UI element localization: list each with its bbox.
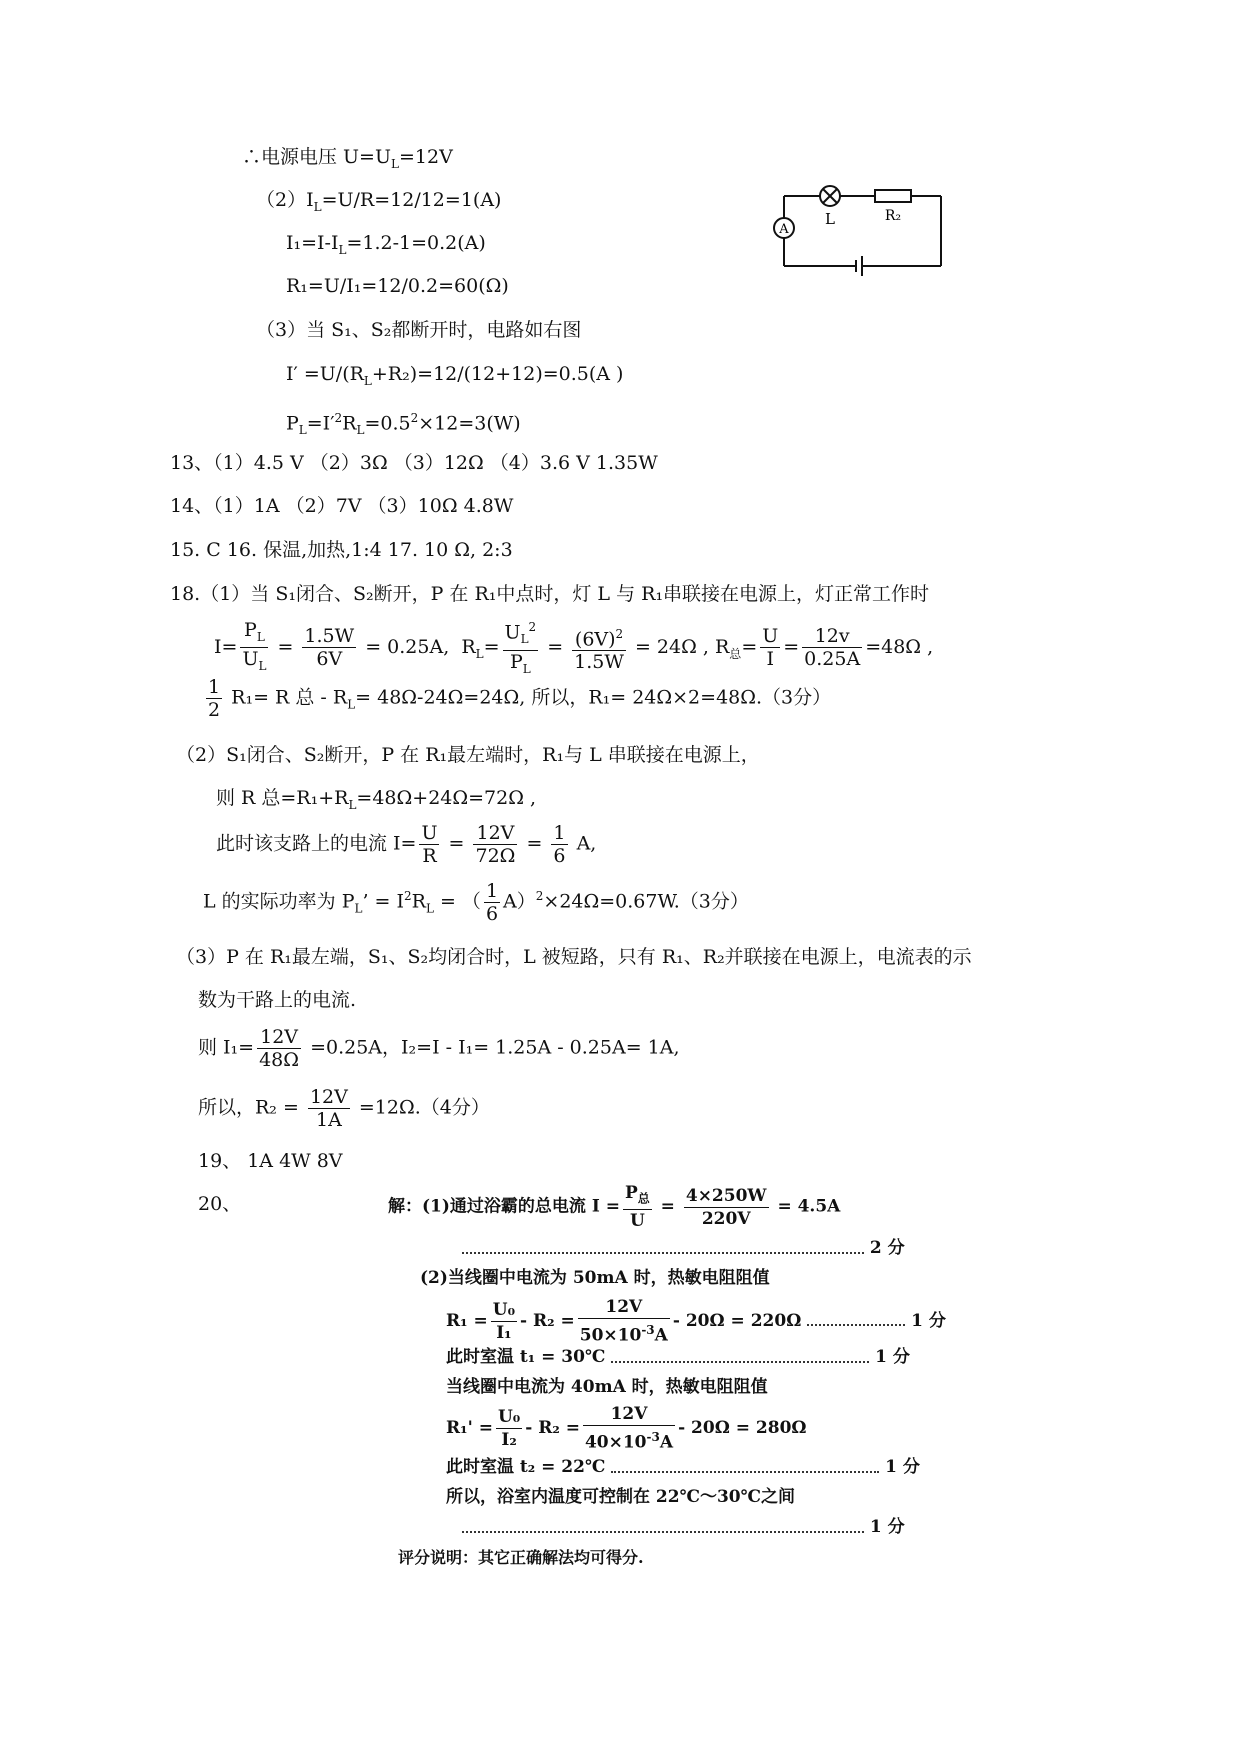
answer-19: 19、 1A 4W 8V <box>198 1150 343 1172</box>
line-R1: R₁=U/I₁=12/0.2=60(Ω) <box>286 275 509 297</box>
sol20-line1: 解：(1)通过浴霸的总电流 I = $\frac{P_总}{U}$ = $\frac{4\times 250W}{220V}$ = 4.5A <box>388 1183 841 1232</box>
answer-18-part2-power: L 的实际功率为 $P_L$’ = $I^2R_L$ = （ $\frac{1}{6}$ A）$^2$×24Ω=0.67W.（3分） <box>203 880 749 925</box>
sol20-line2: (2)当线圈中电流为 50mA 时，热敏电阻阻值 <box>420 1268 770 1288</box>
sol20-line6: R₁' = $\frac{\text{U₀}}{\text{I₂}}$ - R₂ = $\frac{12V}{40\times 10^{-3}A}$ - 20Ω = 280Ω <box>446 1404 807 1453</box>
sol20-score1: 2 分 <box>462 1236 905 1260</box>
answer-18-part3-r2: 所以，R₂ = $\frac{12V}{1A}$ =12Ω.（4分） <box>198 1086 490 1131</box>
sol20-line8: 所以，浴室内温度可控制在 22℃～30℃之间 <box>446 1487 795 1507</box>
answer-18-part3-intro-cont: 数为干路上的电流. <box>198 989 357 1011</box>
resistor-symbol <box>875 190 911 202</box>
line-3-open: （3）当 S₁、S₂都断开时，电路如右图 <box>256 319 582 341</box>
answer-18-part3-currents: 则 I₁= $\frac{12V}{48\Omega}$ =0.25A，I₂=I - I₁= 1.25A - 0.25A= 1A, <box>198 1026 680 1071</box>
sol20-line5: 当线圈中电流为 40mA 时，热敏电阻阻值 <box>446 1377 768 1397</box>
sol20-line7: 此时室温 t₂ = 22℃ 1 分 <box>446 1457 920 1477</box>
line-2-IL: $(2)I_L=U/R=12/12=1(A)$ <box>256 189 502 214</box>
answer-18-part1-intro: 18.（1）当 S₁闭合、S₂断开，P 在 R₁中点时，灯 L 与 R₁串联接在电源上，灯正常工作时 <box>170 583 930 605</box>
answer-18-part1-result: $\frac{1}{2}$ R₁= R 总 - $R_L= 48\Omega-24\Omega=24\Omega$, 所以，R₁= 24Ω×2=48Ω.（3分） <box>208 676 832 721</box>
answer-14: 14、（1）1A （2）7V （3）10Ω 4.8W <box>170 495 514 517</box>
sol20-line3: R₁ = $\frac{\text{U₀}}{\text{I₁}}$ - R₂ = $\frac{12V}{50\times 10^{-3}A}$ - 20Ω = 220Ω 1 分 <box>446 1297 946 1346</box>
sol20-line4: 此时室温 t₁ = 30℃ 1 分 <box>446 1347 910 1367</box>
answer-18-part1-formulas: I= $\frac{P_L}{U_L}$ = $\frac{1.5W}{6V}$ = 0.25A, $R_L=$ $\frac{U_L^2}{P_L}$ = $\frac{(6V)^2}{1.5W}$ = 24Ω , $R_总=$ $\frac{U}{I}$ = $\frac{12v}{0.25A}$ =48Ω , <box>214 616 933 680</box>
answer-20-label: 20、 <box>198 1193 242 1215</box>
answer-15-17: 15. C 16. 保温,加热,1:4 17. 10 Ω, 2:3 <box>170 539 513 561</box>
circuit-diagram <box>770 180 950 280</box>
scoring-note: 评分说明：其它正确解法均可得分. <box>398 1548 644 1567</box>
answer-18-part2-current: 此时该支路上的电流 I= $\frac{U}{R}$ = $\frac{12V}{72\Omega}$ = $\frac{1}{6}$ A, <box>216 822 597 867</box>
line-PL: $P_L=I'^2R_L=0.5^2\times 12=3(W)$ <box>286 411 521 438</box>
answer-18-part2-total-r: 则 R 总$=R_1+R_L=48\Omega+24\Omega=72\Omega$ , <box>216 787 537 812</box>
svg-text:A: A <box>779 222 789 237</box>
svg-text:R₂: R₂ <box>884 208 902 224</box>
line-source-voltage: ∴电源电压 $U=U_L=12V$ <box>242 146 453 171</box>
answer-18-part2-intro: （2）S₁闭合、S₂断开，P 在 R₁最左端时，R₁与 L 串联接在电源上， <box>176 744 760 766</box>
answer-13: 13、（1）4.5 V （2）3Ω （3）12Ω （4）3.6 V 1.35W <box>170 452 658 474</box>
line-I1: $I_1=I-I_L=1.2-1=0.2(A)$ <box>286 232 486 257</box>
line-I-prime: $I' =U/(R_L+R_2)=12/(12+12)=0.5(A$ ) <box>286 363 624 388</box>
sol20-score-final: 1 分 <box>462 1515 905 1539</box>
svg-text:L: L <box>825 210 835 228</box>
answer-18-part3-intro: （3）P 在 R₁最左端，S₁、S₂均闭合时，L 被短路，只有 R₁、R₂并联接在电源上，电流表的示 <box>176 946 972 968</box>
